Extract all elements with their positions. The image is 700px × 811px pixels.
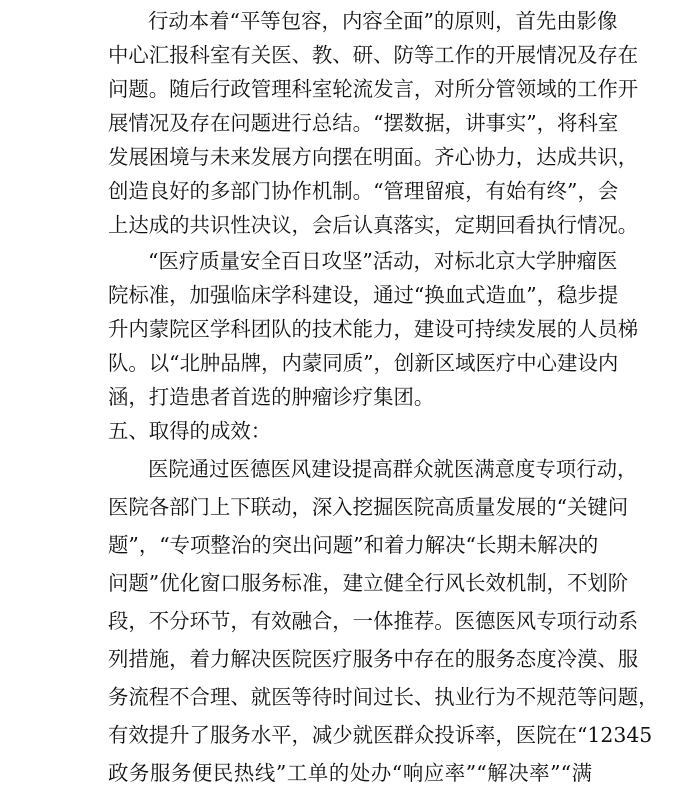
paragraph-1-line-5: 发展困境与未来发展方向摆在明面。齐心协力，达成共识， (108, 145, 639, 169)
paragraph-1-line-3: 问题。随后行政管理科室轮流发言，对所分管领域的工作开 (108, 77, 639, 101)
paragraph-2-line-1: “医疗质量安全百日攻坚”活动，对标北京大学肿瘤医 (148, 249, 618, 273)
paragraph-1-line-4: 展情况及存在问题进行总结。“摆数据，讲事实”，将科室 (108, 111, 619, 135)
paragraph-3-line-6: 列措施，着力解决医院医疗服务中存在的服务态度冷漠、服 (108, 647, 639, 671)
paragraph-3-line-5: 段，不分环节，有效融合，一体推荐。医德医风专项行动系 (108, 609, 639, 633)
paragraph-3-line-8: 有效提升了服务水平，减少就医群众投诉率，医院在“12345 (108, 723, 653, 747)
paragraph-1-line-1: 行动本着“平等包容，内容全面”的原则，首先由影像 (148, 9, 618, 33)
paragraph-3-line-4: 问题”优化窗口服务标准，建立健全行风长效机制，不划阶 (108, 571, 629, 595)
paragraph-1-line-7: 上达成的共识性决议，会后认真落实，定期回看执行情况。 (108, 213, 639, 237)
paragraph-3-line-3: 题”，“专项整治的突出问题”和着力解决“长期未解决的 (108, 533, 599, 557)
paragraph-2-line-4: 队。以“北肿品牌，内蒙同质”，创新区域医疗中心建设内 (108, 351, 619, 375)
paragraph-3-line-9: 政务服务便民热线”工单的处办“响应率”“解决率”“满 (108, 761, 592, 785)
paragraph-1-line-6: 创造良好的多部门协作机制。“管理留痕，有始有终”，会 (108, 179, 619, 203)
paragraph-2-line-5: 涵，打造患者首选的肿瘤诊疗集团。 (108, 385, 435, 409)
paragraph-2-line-2: 院标准，加强临床学科建设，通过“换血式造血”，稳步提 (108, 283, 619, 307)
paragraph-3-line-2: 医院各部门上下联动，深入挖掘医院高质量发展的“关键问 (108, 495, 629, 519)
paragraph-3-line-7: 务流程不合理、就医等待时间过长、执业行为不规范等问题， (108, 685, 659, 709)
section-heading: 五、取得的成效： (108, 419, 272, 443)
paragraph-2-line-3: 升内蒙院区学科团队的技术能力，建设可持续发展的人员梯 (108, 317, 639, 341)
paragraph-3-line-1: 医院通过医德医风建设提高群众就医满意度专项行动， (148, 457, 638, 481)
paragraph-1-line-2: 中心汇报科室有关医、教、研、防等工作的开展情况及存在 (108, 43, 639, 67)
